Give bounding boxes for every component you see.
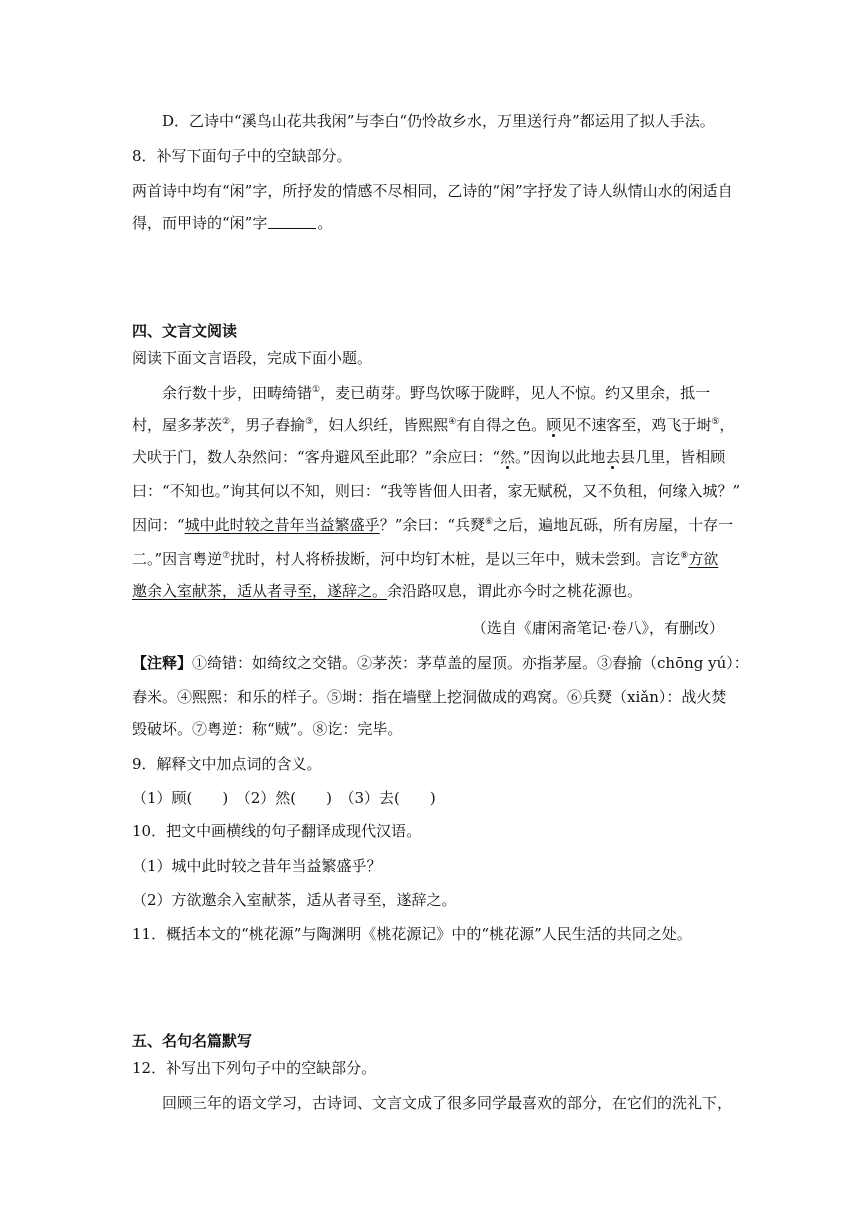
- q11-stem: 11．概括本文的“桃花源”与陶渊明《桃花源记》中的“桃花源”人民生活的共同之处。: [132, 925, 692, 943]
- q8-line-1: 两首诗中均有“闲”字，所抒发的情感不尽相同，乙诗的“闲”字抒发了诗人纵情山水的闲适自: [132, 182, 733, 200]
- passage-line-4: 曰：“不知也。”询其何以不知，则曰：“我等皆佃人田者，家无赋税，又不负租，何缘入城？”: [132, 482, 741, 500]
- passage-text: 犬吠于门，数人杂然问：“客舟避风至此耶？”余应曰：“: [132, 448, 501, 466]
- passage-text: 县几里，皆相顾: [620, 448, 726, 466]
- passage-text: ，妇人织纴，皆熙熙: [313, 416, 449, 434]
- footnote-marker: ④: [448, 417, 457, 427]
- q10-item-2: （2）方欲邀余入室献茶，适从者寻至，遂辞之。: [132, 891, 457, 909]
- passage-line-3: [132, 446, 725, 468]
- q10-stem: 10．把文中画横线的句子翻译成现代汉语。: [132, 822, 422, 840]
- q12-stem: 12．补写出下列句子中的空缺部分。: [132, 1059, 377, 1077]
- underlined-sentence-2-end: 邀余入室献茶，适从者寻至，遂辞之。: [132, 582, 388, 600]
- passage-line-6: [132, 548, 718, 570]
- passage-text: 之后，遍地瓦砾，所有房屋，十存一: [493, 516, 734, 534]
- q7-option-d: D．乙诗中“溪鸟山花共我闲”与李白“仍怜故乡水，万里送行舟”都运用了拟人手法。: [162, 112, 715, 130]
- footnote-marker: ③: [305, 417, 314, 427]
- underlined-sentence-2-start: 方欲: [688, 550, 719, 568]
- passage-line-5: [132, 514, 733, 536]
- passage-text: 。”因询以此地: [515, 448, 606, 466]
- passage-text: 余沿路叹息，谓此亦今时之桃花源也。: [387, 582, 643, 600]
- q12-text: 回顾三年的语文学习，古诗词、文言文成了很多同学最喜欢的部分，在它们的洗礼下，: [162, 1094, 733, 1112]
- q8-stem: 8．补写下面句子中的空缺部分。: [132, 147, 352, 165]
- q8-line-2-text: 得，而甲诗的“闲”字: [132, 214, 268, 232]
- notes-line-3: 毁破坏。⑦粤逆：称“贼”。⑧讫：完毕。: [132, 720, 403, 738]
- footnote-marker: ②: [222, 417, 231, 427]
- passage-text: 有自得之色。: [456, 416, 547, 434]
- passage-source: （选自《庸闲斋笔记·卷八》，有删改）: [471, 619, 724, 637]
- footnote-marker: ⑤: [711, 417, 720, 427]
- q8-line-2: [132, 212, 332, 234]
- passage-text: ，: [719, 416, 735, 434]
- footnote-marker: ⑥: [485, 517, 494, 527]
- section-4-instruction: 阅读下面文言语段，完成下面小题。: [132, 349, 373, 367]
- q8-line-2-end: 。: [317, 214, 333, 232]
- footnote-marker: ①: [312, 385, 321, 395]
- q10-item-1: （1）城中此时较之昔年当益繁盛乎？: [132, 857, 382, 875]
- passage-text: ，男子舂揄: [230, 416, 306, 434]
- dotted-word-ran: 然: [500, 448, 516, 466]
- passage-text: 村，屋多茅茨: [132, 416, 223, 434]
- q9-stem: 9．解释文中加点词的含义。: [132, 755, 322, 773]
- section-5-title: 五、名句名篇默写: [132, 1032, 253, 1050]
- section-4-title: 四、文言文阅读: [132, 322, 238, 340]
- footnote-marker: ⑧: [680, 551, 689, 561]
- answer-blank[interactable]: [268, 214, 316, 229]
- notes-line-2: 舂米。④熙熙：和乐的样子。⑤埘：指在墙壁上挖洞做成的鸡窝。⑥兵燹（xiǎn）：战火焚: [132, 688, 727, 706]
- passage-text: 因问：“: [132, 516, 185, 534]
- dotted-word-qu: 去: [605, 448, 621, 466]
- passage-line-2: [132, 414, 734, 436]
- passage-text: ？”余曰：“兵燹: [379, 516, 486, 534]
- notes-label: 【注释】: [132, 654, 193, 672]
- q9-items: （1）顾( ) （2）然( ) （3）去( ): [132, 789, 436, 807]
- passage-line-7: [132, 580, 642, 602]
- footnote-marker: ⑦: [222, 551, 231, 561]
- notes-text: ①绮错：如绮纹之交错。②茅茨：茅草盖的屋顶。亦指茅屋。③舂揄（chōng yú）：: [192, 654, 749, 672]
- underlined-sentence-1: 城中此时较之昔年当益繁盛乎: [184, 516, 380, 534]
- passage-line-1: [162, 382, 710, 404]
- notes-line-1: [132, 652, 749, 674]
- passage-text: 见不速客至，鸡飞于埘: [561, 416, 712, 434]
- passage-text: 余行数十步，田畴绮错: [162, 384, 313, 402]
- passage-text: 扰时，村人将桥拔断，河中均钉木桩，是以三年中，贼未尝到。言讫: [230, 550, 681, 568]
- dotted-word-gu: 顾: [546, 416, 562, 434]
- passage-text: 二。”因言粤逆: [132, 550, 223, 568]
- passage-text: ，麦已萌芽。野鸟饮啄于陇畔，见人不惊。约又里余，抵一: [320, 384, 711, 402]
